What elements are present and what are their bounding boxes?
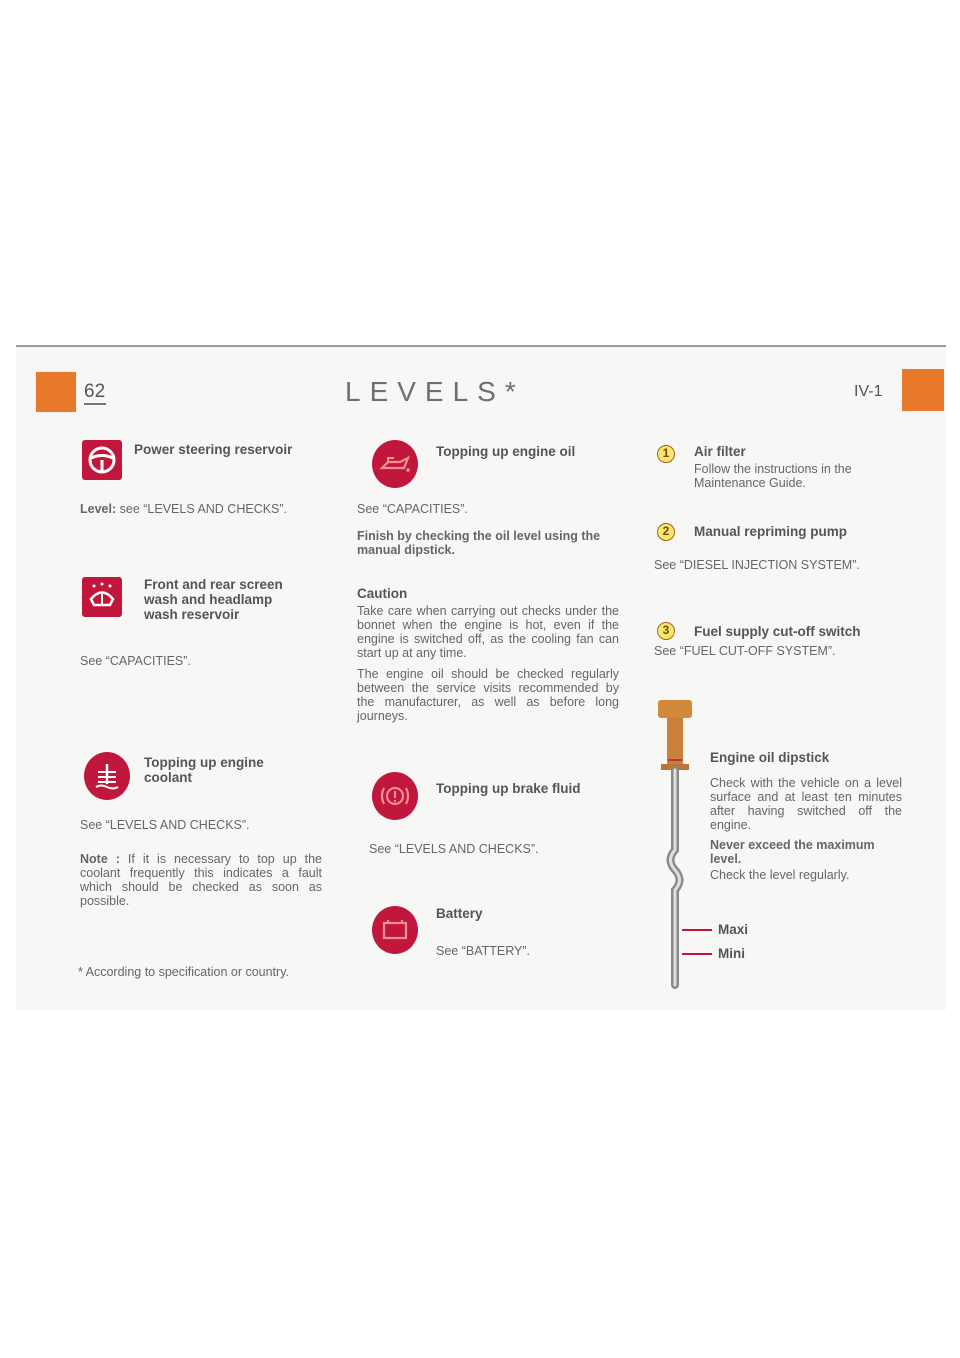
wash-reservoir-text: See “CAPACITIES”. [80, 654, 191, 668]
top-rule [16, 345, 946, 347]
dipstick-text-1: Check with the vehicle on a level surface and at least ten minutes after having switched off the engine. [710, 776, 902, 832]
wash-reservoir-heading [144, 577, 283, 622]
dipstick-warning: Never exceed the maximum level. [710, 838, 875, 866]
coolant-icon [84, 752, 130, 800]
mini-label: Mini [718, 946, 745, 961]
washer-icon [82, 577, 122, 617]
caution-heading: Caution [357, 586, 408, 601]
repriming-pump-text: See “DIESEL INJECTION SYSTEM”. [654, 558, 860, 572]
power-steering-heading: Power steering reservoir [134, 442, 293, 457]
air-filter-heading: Air filter [694, 444, 746, 459]
note-label: Note : [80, 852, 120, 866]
fuel-cutoff-heading: Fuel supply cut-off switch [694, 624, 861, 639]
number-badge-1: 1 [657, 445, 675, 463]
orange-tab-right [902, 369, 944, 411]
footnote: * According to specification or country. [78, 965, 289, 979]
orange-tab-left [36, 372, 76, 412]
brake-fluid-icon [372, 772, 418, 820]
maxi-marker-line [682, 929, 712, 931]
caution-text-1: Take care when carrying out checks under the bonnet when the engine is hot, even if the engine is switched off, as the cooling fan can start up at any time. [357, 604, 619, 660]
power-steering-icon [82, 440, 122, 480]
power-steering-text [80, 502, 322, 516]
dipstick-illustration [650, 700, 700, 1000]
wash-heading-line-3: wash reservoir [144, 607, 240, 622]
fuel-cutoff-text: See “FUEL CUT-OFF SYSTEM”. [654, 644, 836, 658]
dipstick-heading: Engine oil dipstick [710, 750, 830, 765]
battery-icon [372, 906, 418, 954]
number-badge-2: 2 [657, 523, 675, 541]
section-number: IV-1 [854, 383, 883, 400]
coolant-note [80, 852, 322, 908]
level-text: see “LEVELS AND CHECKS”. [116, 502, 288, 516]
number-badge-3: 3 [657, 622, 675, 640]
brake-fluid-heading: Topping up brake fluid [436, 781, 581, 796]
repriming-pump-heading: Manual repriming pump [694, 524, 848, 539]
page-number: 62 [84, 381, 106, 402]
maxi-label: Maxi [718, 922, 749, 937]
battery-text: See “BATTERY”. [436, 944, 531, 958]
note-text: If it is necessary to top up the coolant frequently this indicates a fault which should be checked as soon as possible. [80, 852, 322, 908]
coolant-heading-line-1: Topping up engine [144, 755, 264, 770]
engine-oil-text: See “CAPACITIES”. [357, 502, 468, 516]
coolant-heading-line-2: coolant [144, 770, 193, 785]
page-title: LEVELS* [345, 376, 525, 407]
engine-oil-icon [372, 440, 418, 488]
wash-heading-line-2: wash and headlamp [144, 592, 273, 607]
engine-oil-heading: Topping up engine oil [436, 444, 576, 459]
air-filter-text: Follow the instructions in the Maintenance Guide. [694, 462, 852, 490]
caution-text-2: The engine oil should be checked regularly between the service visits recommended by the manufacturer, as well as before long journeys. [357, 667, 619, 723]
finish-oil-check: Finish by checking the oil level using the manual dipstick. [357, 529, 601, 557]
dipstick-text-3: Check the level regularly. [710, 868, 850, 882]
mini-marker-line [682, 953, 712, 955]
level-label: Level: [80, 502, 117, 516]
coolant-heading [144, 755, 264, 785]
brake-fluid-text: See “LEVELS AND CHECKS”. [369, 842, 539, 856]
battery-heading: Battery [436, 906, 483, 921]
wash-heading-line-1: Front and rear screen [144, 577, 283, 592]
page-number-underline [84, 403, 106, 405]
coolant-text: See “LEVELS AND CHECKS”. [80, 818, 250, 832]
